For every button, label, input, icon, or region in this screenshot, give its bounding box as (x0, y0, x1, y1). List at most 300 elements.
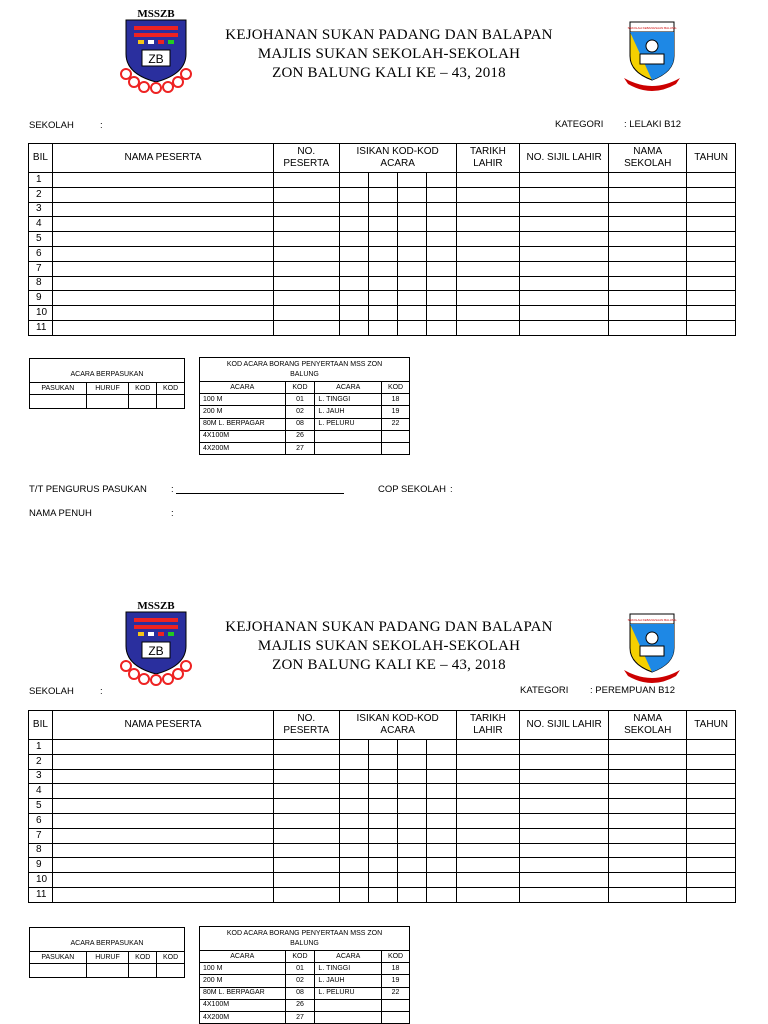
entry-cell[interactable] (274, 261, 339, 276)
entry-cell[interactable] (274, 217, 339, 232)
entry-cell[interactable] (427, 320, 456, 335)
entry-cell[interactable] (520, 740, 609, 755)
entry-cell[interactable] (274, 232, 339, 247)
entry-cell[interactable] (398, 246, 427, 261)
entry-cell[interactable] (274, 246, 339, 261)
entry-cell[interactable] (398, 873, 427, 888)
entry-cell[interactable] (339, 261, 368, 276)
entry-cell[interactable] (368, 320, 397, 335)
entry-cell[interactable] (368, 246, 397, 261)
entry-cell[interactable] (339, 769, 368, 784)
table-row (29, 813, 736, 828)
entry-cell[interactable] (427, 276, 456, 291)
table-row (29, 246, 736, 261)
kod-row (200, 442, 410, 454)
entry-cell[interactable] (52, 320, 273, 335)
entry-cell[interactable] (339, 784, 368, 799)
entry-cell[interactable] (52, 858, 273, 873)
entry-cell[interactable] (456, 232, 519, 247)
entry-cell[interactable] (398, 202, 427, 217)
entry-cell[interactable] (687, 187, 736, 202)
entry-cell[interactable] (609, 232, 687, 247)
entry-cell[interactable] (368, 173, 397, 188)
kod-row (200, 418, 410, 430)
entry-cell[interactable] (52, 784, 273, 799)
entry-cell[interactable] (52, 887, 273, 902)
entry-cell[interactable] (52, 769, 273, 784)
header-text: BIL (32, 719, 48, 730)
entry-cell[interactable] (368, 740, 397, 755)
header-text: SEKOLAH (624, 158, 672, 169)
entry-cell[interactable] (368, 887, 397, 902)
entry-cell[interactable] (398, 276, 427, 291)
entry-cell[interactable] (339, 232, 368, 247)
entry-cell[interactable] (687, 813, 736, 828)
entry-cell[interactable] (427, 858, 456, 873)
entry-cell[interactable] (456, 858, 519, 873)
kod-col-acara: ACARA (315, 951, 382, 963)
entry-cell[interactable] (52, 291, 273, 306)
entry-cell[interactable] (398, 843, 427, 858)
entry-cell[interactable] (520, 217, 609, 232)
entry-cell[interactable] (52, 276, 273, 291)
entry-cell[interactable] (687, 740, 736, 755)
entry-cell[interactable] (52, 828, 273, 843)
entry-cell[interactable] (609, 202, 687, 217)
entry-cell[interactable] (52, 306, 273, 321)
table-cell (129, 964, 157, 978)
entry-cell[interactable] (427, 754, 456, 769)
entry-cell[interactable] (368, 291, 397, 306)
entry-cell[interactable] (609, 173, 687, 188)
entry-cell[interactable] (368, 873, 397, 888)
header-text: NAMA PESERTA (124, 152, 202, 163)
entry-cell[interactable] (368, 784, 397, 799)
entry-cell[interactable] (609, 246, 687, 261)
school-crest-logo (620, 18, 684, 92)
acara-col-kod: KOD (157, 952, 185, 964)
entry-cell[interactable] (427, 740, 456, 755)
col-bil (29, 144, 53, 173)
entry-cell[interactable] (398, 261, 427, 276)
entry-cell[interactable] (609, 306, 687, 321)
entry-cell[interactable] (687, 320, 736, 335)
entry-cell[interactable] (520, 232, 609, 247)
tt-pengurus-colon: : (171, 484, 174, 495)
entry-cell[interactable] (687, 261, 736, 276)
acara-title: ACARA BERPASUKAN (30, 359, 185, 383)
entry-cell[interactable] (687, 202, 736, 217)
entry-cell[interactable] (609, 217, 687, 232)
entry-cell[interactable] (520, 769, 609, 784)
entry-cell[interactable] (427, 306, 456, 321)
entry-cell[interactable] (339, 276, 368, 291)
entry-cell[interactable] (52, 799, 273, 814)
entry-cell[interactable] (52, 217, 273, 232)
entry-cell[interactable] (368, 187, 397, 202)
entry-cell[interactable] (520, 306, 609, 321)
entry-cell[interactable] (456, 828, 519, 843)
entry-cell[interactable] (609, 740, 687, 755)
table-row (29, 799, 736, 814)
entry-cell[interactable] (427, 217, 456, 232)
entry-cell[interactable] (427, 799, 456, 814)
kod-col-acara: ACARA (200, 951, 286, 963)
kategori-label: KATEGORI (520, 685, 569, 696)
table-cell (315, 999, 382, 1011)
header-text: TAHUN (694, 152, 728, 163)
entry-cell[interactable] (52, 843, 273, 858)
header-text: NO. SIJIL LAHIR (526, 719, 602, 730)
entry-cell[interactable] (368, 799, 397, 814)
entry-cell[interactable] (687, 217, 736, 232)
kategori-value: : PEREMPUAN B12 (590, 685, 675, 696)
entry-cell[interactable] (609, 858, 687, 873)
entry-cell[interactable] (520, 828, 609, 843)
entry-cell[interactable] (687, 799, 736, 814)
entry-cell[interactable] (339, 217, 368, 232)
row-number: 10 (29, 873, 53, 888)
row-number: 11 (29, 320, 53, 335)
entry-cell[interactable] (398, 887, 427, 902)
header-text: KOD ACARA BORANG PENYERTAAN MSS ZON (226, 360, 383, 368)
entry-cell[interactable] (274, 754, 339, 769)
entry-cell[interactable] (687, 784, 736, 799)
col-bil (29, 711, 53, 740)
entry-cell[interactable] (456, 261, 519, 276)
entry-cell[interactable] (456, 813, 519, 828)
entry-cell[interactable] (368, 754, 397, 769)
entry-cell[interactable] (427, 784, 456, 799)
entry-cell[interactable] (520, 187, 609, 202)
entry-cell[interactable] (339, 291, 368, 306)
entry-cell[interactable] (456, 843, 519, 858)
sekolah-colon: : (100, 686, 103, 697)
entry-cell[interactable] (398, 754, 427, 769)
entry-cell[interactable] (427, 202, 456, 217)
table-row (29, 187, 736, 202)
form-title (200, 26, 578, 83)
entry-cell[interactable] (52, 187, 273, 202)
kod-acara-table (199, 357, 410, 455)
entry-cell[interactable] (398, 799, 427, 814)
entry-cell[interactable] (339, 813, 368, 828)
entry-cell[interactable] (398, 858, 427, 873)
kod-col-kod: KOD (382, 382, 410, 394)
table-cell: L. TINGGI (315, 963, 382, 975)
entry-cell[interactable] (456, 276, 519, 291)
col-tarikh-lahir (456, 144, 519, 173)
entry-cell[interactable] (520, 261, 609, 276)
entry-cell[interactable] (427, 291, 456, 306)
entry-cell[interactable] (609, 276, 687, 291)
entry-cell[interactable] (52, 261, 273, 276)
entry-cell[interactable] (520, 173, 609, 188)
entry-cell[interactable] (339, 173, 368, 188)
entry-cell[interactable] (274, 813, 339, 828)
entry-cell[interactable] (52, 202, 273, 217)
entry-cell[interactable] (398, 828, 427, 843)
entry-cell[interactable] (456, 784, 519, 799)
entry-cell[interactable] (456, 202, 519, 217)
header-text: ISIKAN KOD-KOD (356, 713, 439, 724)
row-number: 9 (29, 858, 53, 873)
entry-cell[interactable] (687, 246, 736, 261)
table-row (29, 873, 736, 888)
table-cell (129, 395, 157, 409)
title-line-2: MAJLIS SUKAN SEKOLAH-SEKOLAH (257, 638, 521, 654)
entry-cell[interactable] (520, 754, 609, 769)
row-number: 2 (29, 754, 53, 769)
entry-cell[interactable] (609, 887, 687, 902)
table-row (29, 291, 736, 306)
entry-cell[interactable] (339, 887, 368, 902)
entry-cell[interactable] (368, 306, 397, 321)
header-text: NO. (297, 146, 316, 157)
table-cell: 100 M (200, 394, 286, 406)
entry-cell[interactable] (687, 276, 736, 291)
row-number: 11 (29, 887, 53, 902)
table-cell: 19 (382, 975, 410, 987)
entry-cell[interactable] (520, 858, 609, 873)
entry-cell[interactable] (274, 291, 339, 306)
entry-cell[interactable] (456, 769, 519, 784)
entry-cell[interactable] (274, 740, 339, 755)
entry-cell[interactable] (520, 873, 609, 888)
entry-cell[interactable] (520, 784, 609, 799)
entry-cell[interactable] (427, 232, 456, 247)
entry-cell[interactable] (339, 873, 368, 888)
entry-cell[interactable] (274, 202, 339, 217)
entry-cell[interactable] (609, 320, 687, 335)
entry-cell[interactable] (274, 320, 339, 335)
entry-cell[interactable] (398, 217, 427, 232)
entry-cell[interactable] (687, 887, 736, 902)
entry-cell[interactable] (609, 799, 687, 814)
acara-col-kod: KOD (129, 383, 157, 395)
entry-cell[interactable] (609, 843, 687, 858)
row-number: 10 (29, 306, 53, 321)
entry-cell[interactable] (456, 173, 519, 188)
entry-cell[interactable] (368, 217, 397, 232)
entry-cell[interactable] (609, 784, 687, 799)
entry-cell[interactable] (274, 858, 339, 873)
col-tahun (687, 711, 736, 740)
entry-cell[interactable] (398, 232, 427, 247)
kod-col-kod: KOD (382, 951, 410, 963)
entry-cell[interactable] (609, 187, 687, 202)
entry-cell[interactable] (427, 813, 456, 828)
entry-cell[interactable] (368, 276, 397, 291)
table-cell: 01 (285, 963, 315, 975)
entry-cell[interactable] (368, 828, 397, 843)
entry-cell[interactable] (339, 306, 368, 321)
entry-cell[interactable] (398, 173, 427, 188)
entry-cell[interactable] (339, 828, 368, 843)
entry-cell[interactable] (456, 306, 519, 321)
entry-cell[interactable] (398, 291, 427, 306)
entry-cell[interactable] (339, 858, 368, 873)
entry-cell[interactable] (274, 873, 339, 888)
entry-cell[interactable] (456, 246, 519, 261)
entry-cell[interactable] (52, 754, 273, 769)
entry-cell[interactable] (456, 217, 519, 232)
entry-cell[interactable] (398, 187, 427, 202)
entry-cell[interactable] (52, 740, 273, 755)
entry-cell[interactable] (368, 843, 397, 858)
entry-cell[interactable] (427, 828, 456, 843)
row-number: 3 (29, 769, 53, 784)
row-number: 9 (29, 291, 53, 306)
entry-cell[interactable] (368, 261, 397, 276)
table-row (29, 202, 736, 217)
entry-cell[interactable] (52, 173, 273, 188)
entry-cell[interactable] (456, 754, 519, 769)
kod-row (200, 963, 410, 975)
entry-cell[interactable] (456, 740, 519, 755)
entry-cell[interactable] (398, 784, 427, 799)
entry-cell[interactable] (687, 291, 736, 306)
entry-cell[interactable] (609, 754, 687, 769)
entry-cell[interactable] (609, 813, 687, 828)
entry-cell[interactable] (687, 858, 736, 873)
entry-cell[interactable] (520, 291, 609, 306)
entry-cell[interactable] (520, 202, 609, 217)
acara-col-kod: KOD (129, 952, 157, 964)
entry-cell[interactable] (609, 291, 687, 306)
entry-cell[interactable] (339, 202, 368, 217)
entry-cell[interactable] (687, 769, 736, 784)
entry-cell[interactable] (274, 187, 339, 202)
entry-cell[interactable] (456, 291, 519, 306)
entry-cell[interactable] (456, 187, 519, 202)
entry-cell[interactable] (274, 799, 339, 814)
kod-row (200, 987, 410, 999)
signature-line (176, 493, 344, 494)
entry-cell[interactable] (52, 232, 273, 247)
entry-cell[interactable] (368, 232, 397, 247)
table-cell: 18 (382, 394, 410, 406)
table-cell: L. PELURU (315, 418, 382, 430)
entry-cell[interactable] (398, 769, 427, 784)
entry-cell[interactable] (274, 276, 339, 291)
entry-cell[interactable] (609, 828, 687, 843)
entry-cell[interactable] (687, 828, 736, 843)
table-row (29, 217, 736, 232)
table-row (29, 320, 736, 335)
mssz-logo (112, 6, 200, 94)
svg-text:ZB: ZB (148, 52, 164, 66)
entry-cell[interactable] (339, 246, 368, 261)
entry-cell[interactable] (520, 887, 609, 902)
entry-cell[interactable] (368, 858, 397, 873)
table-cell: 80M L. BERPAGAR (200, 418, 286, 430)
row-number: 7 (29, 261, 53, 276)
entry-cell[interactable] (427, 261, 456, 276)
entry-cell[interactable] (427, 187, 456, 202)
entry-cell[interactable] (52, 246, 273, 261)
entry-cell[interactable] (52, 813, 273, 828)
kod-row (200, 430, 410, 442)
entry-cell[interactable] (427, 843, 456, 858)
entry-cell[interactable] (398, 306, 427, 321)
entry-cell[interactable] (368, 202, 397, 217)
entry-cell[interactable] (687, 306, 736, 321)
header-text: TARIKH (469, 713, 506, 724)
table-cell (157, 964, 185, 978)
entry-cell[interactable] (687, 843, 736, 858)
entry-cell[interactable] (520, 799, 609, 814)
table-cell: 200 M (200, 406, 286, 418)
entry-cell[interactable] (274, 828, 339, 843)
entry-cell[interactable] (427, 887, 456, 902)
entry-cell[interactable] (520, 813, 609, 828)
entry-cell[interactable] (687, 232, 736, 247)
tt-pengurus-label: T/T PENGURUS PASUKAN (29, 484, 147, 495)
entry-cell[interactable] (609, 261, 687, 276)
entry-cell[interactable] (274, 843, 339, 858)
entry-cell[interactable] (687, 754, 736, 769)
entry-cell[interactable] (427, 769, 456, 784)
acara-col-huruf: HURUF (86, 952, 129, 964)
entry-cell[interactable] (456, 887, 519, 902)
entry-cell[interactable] (368, 769, 397, 784)
entry-cell[interactable] (339, 754, 368, 769)
entry-cell[interactable] (398, 813, 427, 828)
entry-cell[interactable] (368, 813, 397, 828)
entry-cell[interactable] (427, 873, 456, 888)
entry-cell[interactable] (520, 843, 609, 858)
entry-cell[interactable] (456, 873, 519, 888)
participant-table (28, 710, 736, 903)
entry-cell[interactable] (609, 769, 687, 784)
entry-cell[interactable] (339, 320, 368, 335)
svg-text:MSSZB: MSSZB (137, 8, 175, 20)
entry-cell[interactable] (427, 173, 456, 188)
col-no-peserta (274, 711, 339, 740)
entry-cell[interactable] (274, 769, 339, 784)
entry-cell[interactable] (456, 799, 519, 814)
kod-col-kod: KOD (285, 382, 315, 394)
entry-cell[interactable] (609, 873, 687, 888)
entry-cell[interactable] (274, 306, 339, 321)
entry-cell[interactable] (398, 740, 427, 755)
title-line-1: KEJOHANAN SUKAN PADANG DAN BALAPAN (225, 27, 553, 43)
entry-cell[interactable] (398, 320, 427, 335)
entry-cell[interactable] (520, 276, 609, 291)
entry-cell[interactable] (456, 320, 519, 335)
entry-cell[interactable] (687, 173, 736, 188)
entry-cell[interactable] (274, 887, 339, 902)
entry-cell[interactable] (339, 187, 368, 202)
entry-cell[interactable] (339, 799, 368, 814)
header-text: TAHUN (694, 719, 728, 730)
col-no-peserta (274, 144, 339, 173)
kod-col-kod: KOD (285, 951, 315, 963)
entry-cell[interactable] (52, 873, 273, 888)
entry-cell[interactable] (274, 784, 339, 799)
entry-cell[interactable] (427, 246, 456, 261)
entry-cell[interactable] (339, 740, 368, 755)
row-number: 8 (29, 843, 53, 858)
entry-cell[interactable] (520, 320, 609, 335)
kod-row (200, 406, 410, 418)
entry-cell[interactable] (520, 246, 609, 261)
table-cell: 18 (382, 963, 410, 975)
entry-cell[interactable] (687, 873, 736, 888)
entry-cell[interactable] (274, 173, 339, 188)
entry-cell[interactable] (339, 843, 368, 858)
